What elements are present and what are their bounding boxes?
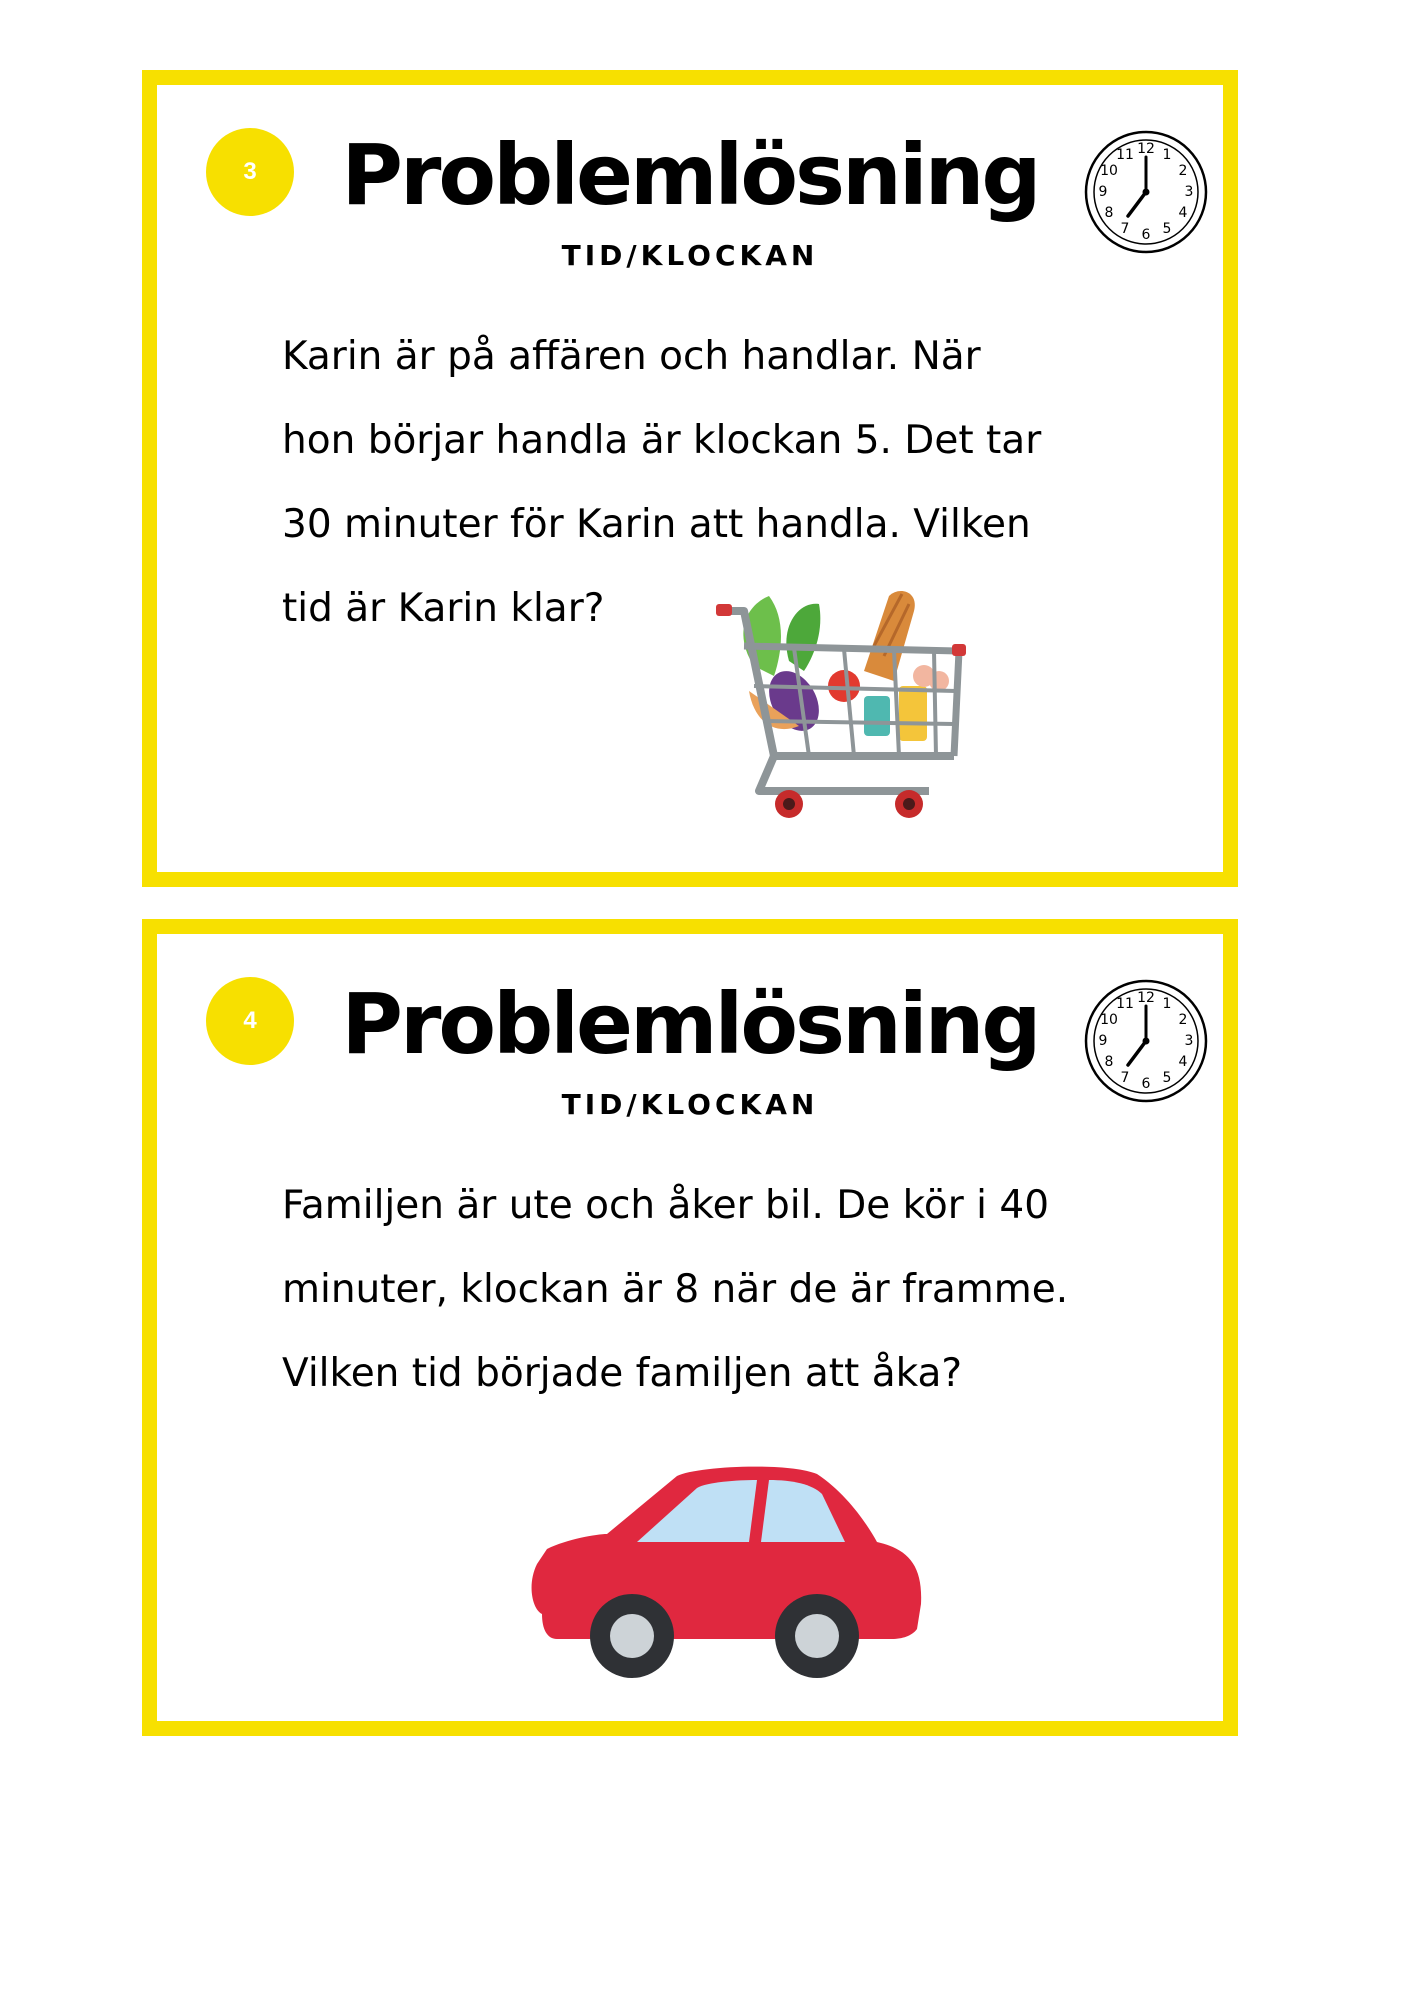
clock-number: 12 (1137, 141, 1155, 157)
clock-number: 11 (1116, 996, 1134, 1012)
clock-number: 6 (1141, 227, 1151, 243)
text-line: Vilken tid började familjen att åka? (282, 1351, 963, 1396)
clock-number: 4 (1178, 205, 1188, 221)
text-line: 30 minuter för Karin att handla. Vilken (282, 502, 1031, 547)
clock-number: 1 (1162, 147, 1172, 163)
clock-number: 5 (1162, 221, 1172, 237)
clock-number: 6 (1141, 1076, 1151, 1092)
clock-number: 11 (1116, 147, 1134, 163)
clock-icon (1083, 978, 1209, 1104)
card-subtitle: TID/KLOCKAN (561, 1088, 819, 1121)
clock-number: 9 (1098, 1033, 1108, 1049)
clock-number: 7 (1120, 1070, 1130, 1086)
card-number-badge: 4 (206, 977, 294, 1065)
problem-text (282, 1164, 1162, 1416)
clock-icon (1083, 129, 1209, 255)
text-line: Karin är på affären och handlar. När (282, 334, 981, 379)
clock-number: 3 (1184, 1033, 1194, 1049)
card-number-badge: 3 (206, 128, 294, 216)
clock-number: 1 (1162, 996, 1172, 1012)
clock-number: 9 (1098, 184, 1108, 200)
clock-number: 5 (1162, 1070, 1172, 1086)
clock-number: 2 (1178, 163, 1188, 179)
clock-number: 12 (1137, 990, 1155, 1006)
clock-number: 4 (1178, 1054, 1188, 1070)
text-line: tid är Karin klar? (282, 586, 605, 631)
task-card-4 (142, 919, 1238, 1736)
clock-number: 3 (1184, 184, 1194, 200)
task-card-3 (142, 70, 1238, 887)
clock-number: 2 (1178, 1012, 1188, 1028)
text-line: Familjen är ute och åker bil. De kör i 40 (282, 1183, 1050, 1228)
clock-number: 10 (1100, 1012, 1118, 1028)
clock-number: 8 (1104, 205, 1114, 221)
car-illustration (527, 1464, 923, 1679)
clock-number: 7 (1120, 221, 1130, 237)
card-subtitle: TID/KLOCKAN (561, 239, 819, 272)
clock-number: 10 (1100, 163, 1118, 179)
text-line: hon börjar handla är klockan 5. Det tar (282, 418, 1042, 463)
text-line: minuter, klockan är 8 när de är framme. (282, 1267, 1069, 1312)
shopping-cart-illustration (714, 586, 974, 826)
card-title: Problemlösning (341, 126, 1039, 224)
clock-number: 8 (1104, 1054, 1114, 1070)
card-title: Problemlösning (341, 975, 1039, 1073)
